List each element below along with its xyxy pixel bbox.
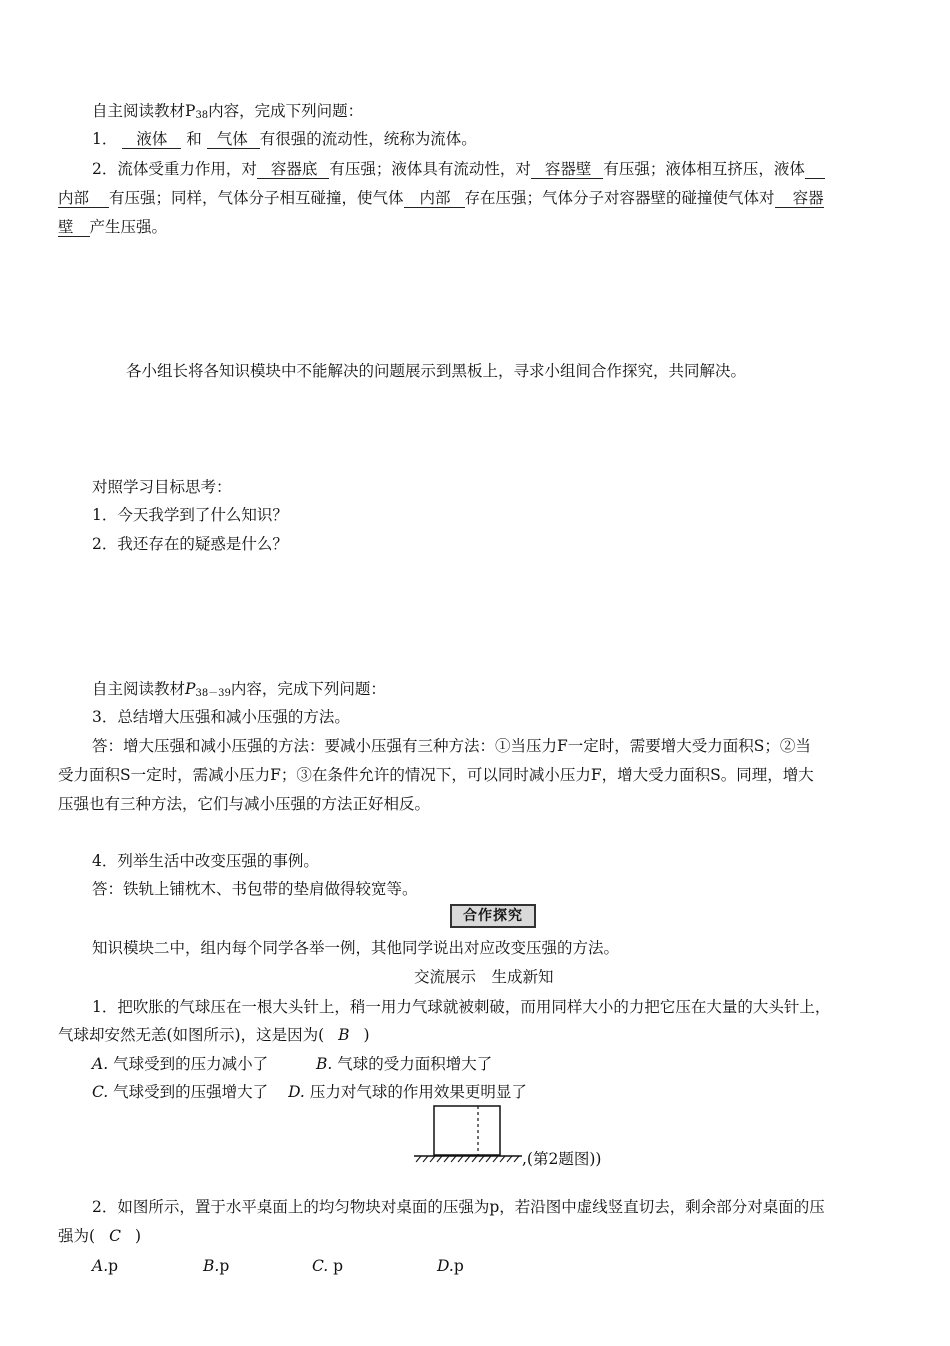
option-letter: B.	[203, 1257, 220, 1275]
problem-text: )	[363, 1026, 370, 1044]
intro-text-end: 内容，完成下列问题：	[230, 680, 386, 698]
option-letter: A.	[92, 1055, 109, 1073]
figure-caption: ,(第2题图))	[522, 1150, 602, 1168]
answer-blank: 容器	[775, 189, 824, 208]
option-c	[312, 1255, 343, 1277]
answer-4: 答：铁轨上铺枕木、书包带的垫肩做得较宽等。	[92, 880, 418, 898]
question-2-line-3	[58, 216, 167, 238]
block-shape	[434, 1106, 500, 1155]
option-a	[92, 1255, 118, 1277]
problem-text: )	[134, 1227, 141, 1245]
answer-3-line: 压强也有三种方法，它们与减小压强的方法正好相反。	[58, 795, 431, 813]
intro-text: 自主阅读教材P	[92, 102, 196, 120]
option-text: p	[219, 1257, 230, 1275]
reflection-title: 对照学习目标思考：	[92, 478, 232, 496]
section1-intro	[92, 100, 363, 127]
page-letter: P	[185, 680, 196, 698]
answer-blank: 容器壁	[531, 160, 604, 179]
option-d	[437, 1255, 464, 1277]
answer-blank: 容器底	[257, 160, 330, 179]
intro-text-end: 内容，完成下列问题：	[208, 102, 364, 120]
question-text: 存在压强；气体分子对容器壁的碰撞使气体对	[464, 189, 775, 207]
problem-text: 气球却安然无恙(如图所示)，这是因为(	[58, 1026, 325, 1044]
answer-3-line: 受力面积S一定时，需减小压力F；③在条件允许的情况下，可以同时减小压力F，增大受力面积S。同理，增大	[58, 766, 814, 784]
option-letter: C.	[312, 1257, 329, 1275]
question-text: 产生压强。	[89, 218, 168, 236]
section2-intro	[92, 678, 386, 705]
question-number: 1．	[92, 130, 118, 148]
option-text: p	[108, 1257, 119, 1275]
question-4: 4．列举生活中改变压强的事例。	[92, 852, 319, 870]
answer-blank: 壁	[58, 218, 90, 237]
option-text: 压力对气球的作用效果更明显了	[309, 1083, 527, 1101]
option-text: 气球受到的压力减小了	[113, 1055, 269, 1073]
table-hatching	[416, 1156, 519, 1162]
problem-2-line-1: 2．如图所示，置于水平桌面上的均匀物块对桌面的压强为p，若沿图中虚线竖直切去，剩余部分对桌面的压	[92, 1198, 825, 1216]
page-subscript: 38	[195, 110, 209, 121]
question-text: 和	[186, 130, 202, 148]
cooperation-text: 知识模块二中，组内每个同学各举一例，其他同学说出对应改变压强的方法。	[92, 939, 620, 957]
reflection-item: 2．我还存在的疑惑是什么？	[92, 535, 288, 553]
answer-blank: 内部	[58, 189, 109, 208]
question-3: 3．总结增大压强和减小压强的方法。	[92, 708, 350, 726]
question-text: 有压强；液体相互挤压，液体	[603, 160, 805, 178]
answer-blank: 内部	[404, 189, 465, 208]
question-text: 有很强的流动性，统称为流体。	[259, 130, 477, 148]
question-2-line-2	[58, 187, 824, 209]
question-text: 有压强；同样，气体分子相互碰撞，使气体	[109, 189, 404, 207]
page-subscript: 38－39	[195, 688, 231, 699]
option-b	[203, 1255, 229, 1277]
answer-blank: 液体	[122, 130, 181, 149]
answer-3-line: 答：增大压强和减小压强的方法：要减小压强有三种方法：①当压力F一定时，需要增大受力面积S；②当	[92, 737, 811, 755]
problem-1-line-2	[58, 1024, 370, 1046]
answer-blank-start	[805, 160, 825, 179]
option-text: 气球的受力面积增大了	[337, 1055, 493, 1073]
question-2-line-1	[92, 158, 825, 180]
option-letter: D.	[437, 1257, 454, 1275]
option-text: p	[453, 1257, 464, 1275]
option-text: p	[333, 1257, 344, 1275]
reflection-item: 1．今天我学到了什么知识？	[92, 506, 288, 524]
option-letter: B.	[315, 1055, 333, 1073]
problem-text: 强为(	[58, 1227, 96, 1245]
option-letter: D.	[288, 1083, 305, 1101]
question-text: 有压强；液体具有流动性，对	[329, 160, 531, 178]
options-row	[92, 1053, 492, 1075]
answer-choice: B	[338, 1026, 350, 1044]
question-text: 2．流体受重力作用，对	[92, 160, 257, 178]
intro-text: 自主阅读教材	[92, 680, 186, 698]
group-note: 各小组长将各知识模块中不能解决的问题展示到黑板上，寻求小组间合作探究，共同解决。	[126, 362, 747, 380]
cooperation-badge: 合作探究	[450, 904, 536, 928]
answer-blank: 气体	[207, 130, 260, 149]
answer-choice: C	[109, 1227, 121, 1245]
problem-1-line-1: 1．把吹胀的气球压在一根大头针上，稍一用力气球就被刺破，而用同样大小的力把它压在大量的大头针上，	[92, 998, 831, 1016]
section-heading: 交流展示 生成新知	[414, 968, 554, 986]
option-text: 气球受到的压强增大了	[113, 1083, 269, 1101]
question-1	[92, 128, 477, 150]
option-letter: C.	[92, 1083, 109, 1101]
problem-2-line-2	[58, 1225, 141, 1247]
option-letter: A.	[92, 1257, 109, 1275]
block-figure	[410, 1100, 525, 1166]
